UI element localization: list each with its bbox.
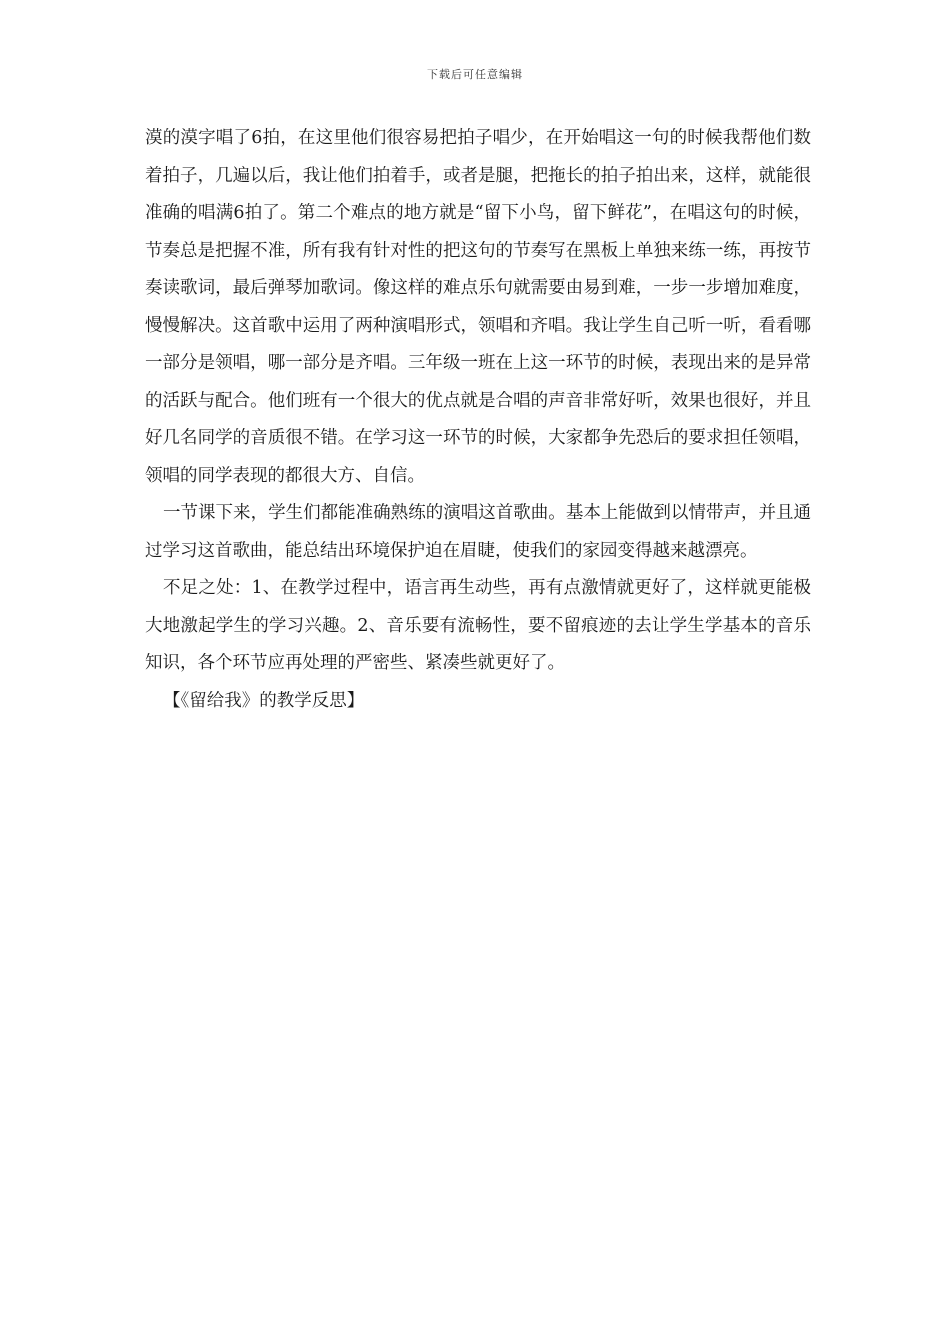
page-header-note: 下载后可任意编辑 <box>427 68 523 81</box>
section-heading: 【《留给我》的教学反思】 <box>163 690 365 711</box>
paragraph-summary: 一节课下来，学生们都能准确熟练的演唱这首歌曲。基本上能做到以情带声，并且通过学习这首歌曲，能总结出环境保护迫在眉睫，使我们的家园变得越来越漂亮。 <box>145 503 811 561</box>
paragraph-continuation: 漠的漠字唱了6拍，在这里他们很容易把拍子唱少，在开始唱这一句的时候我帮他们数着拍子，几遍以后，我让他们拍着手，或者是腿，把拖长的拍子拍出来，这样，就能很准确的唱满6拍了。第二个难点的地方就是“留下小鸟，留下鲜花”，在唱这句的时候，节奏总是把握不准，所有我有针对性的把这句的节奏写在黑板上单独来练一练，再按节奏读歌词，最后弹琴加歌词。像这样的难点乐句就需要由易到难，一步一步增加难度，慢慢解决。这首歌中运用了两种演唱形式，领唱和齐唱。我让学生自己听一听，看看哪一部分是领唱，哪一部分是齐唱。三年级一班在上这一环节的时候，表现出来的是异常的活跃与配合。他们班有一个很大的优点就是合唱的声音非常好听，效果也很好，并且好几名同学的音质很不错。在学习这一环节的时候，大家都争先恐后的要求担任领唱，领唱的同学表现的都很大方、自信。 <box>145 128 811 486</box>
document-body <box>145 120 811 720</box>
paragraph-shortcomings: 不足之处：1、在教学过程中，语言再生动些，再有点激情就更好了，这样就更能极大地激起学生的学习兴趣。2、音乐要有流畅性，要不留痕迹的去让学生学基本的音乐知识，各个环节应再处理的严密些、紧凑些就更好了。 <box>145 578 811 673</box>
